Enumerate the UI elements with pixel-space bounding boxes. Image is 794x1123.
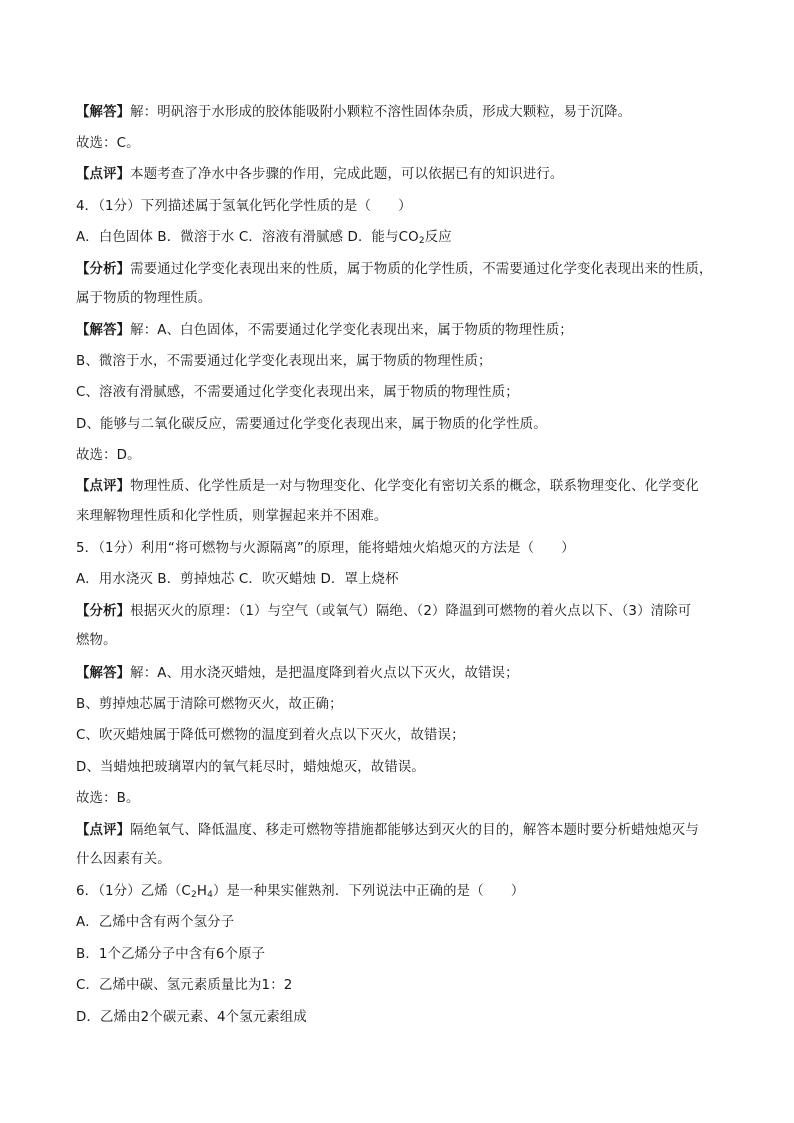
q3-comment-text: 本题考查了净水中各步骤的作用，完成此题，可以依据已有的知识进行。 <box>130 167 564 182</box>
q4-analysis-text1: 需要通过化学变化表现出来的性质，属于物质的化学性质，不需要通过化学变化表现出来的性质， <box>130 262 713 277</box>
q4-comment-text1: 物理性质、化学性质是一对与物理变化、化学变化有密切关系的概念，联系物理变化、化学变化 <box>130 479 699 494</box>
q6-question-sub2: 4 <box>207 890 213 900</box>
q3-answer-text: 解：明矾溶于水形成的胶体能吸附小颗粒不溶性固体杂质，形成大颗粒，易于沉降。 <box>130 105 632 120</box>
q4-comment-line2: 来理解物理性质和化学性质，则掌握起来并不困难。 <box>76 509 388 524</box>
q5-answer-a: 解：A、用水浇灭蜡烛，是把温度降到着火点以下灭火，故错误； <box>130 666 519 681</box>
q3-answer-tag: 【解答】 <box>76 105 131 120</box>
q6-question-sub1: 2 <box>190 890 197 900</box>
q3-answer-line <box>76 104 726 122</box>
q4-options-post: 反应 <box>424 230 452 245</box>
q6-question-mid: H <box>196 884 208 899</box>
q4-analysis-tag: 【分析】 <box>76 262 131 277</box>
q4-question: 4．（1分）下列描述属于氢氧化钙化学性质的是（ ） <box>76 199 412 214</box>
q4-answer-b: B、微溶于水，不需要通过化学变化表现出来，属于物质的物理性质； <box>76 354 492 369</box>
q6-option-b: B．1个乙烯分子中含有6个原子 <box>76 947 266 962</box>
q5-comment-text1: 隔绝氧气、降低温度、移走可燃物等措施都能够达到灭火的目的，解答本题时要分析蜡烛熄灭与 <box>130 823 699 838</box>
q5-analysis-line2: 燃物。 <box>76 633 117 648</box>
q5-answer-tag: 【解答】 <box>76 666 131 681</box>
q4-answer-tag: 【解答】 <box>76 323 131 338</box>
q4-analysis-line1 <box>76 261 726 279</box>
q5-options: A．用水浇灭 B．剪掉烛芯 C．吹灭蜡烛 D．罩上烧杯 <box>76 572 399 587</box>
q4-comment-tag: 【点评】 <box>76 479 131 494</box>
q4-options-sub: 2 <box>418 236 425 246</box>
q4-answer-line-a <box>76 322 726 340</box>
q6-question-post: ）是一种果实催熟剂．下列说法中正确的是（ ） <box>212 884 525 899</box>
q5-answer-c: C、吹灭蜡烛属于降低可燃物的温度到着火点以下灭火，故错误； <box>76 728 465 743</box>
q4-answer-a: 解：A、白色固体，不需要通过化学变化表现出来，属于物质的物理性质； <box>130 323 573 338</box>
q4-answer-c: C、溶液有滑腻感，不需要通过化学变化表现出来，属于物质的物理性质； <box>76 385 519 400</box>
q4-choice: 故选：D。 <box>76 448 141 463</box>
q5-answer-b: B、剪掉烛芯属于清除可燃物灭火，故正确； <box>76 697 343 712</box>
q5-choice: 故选：B。 <box>76 791 140 806</box>
q5-comment-line2: 什么因素有关。 <box>76 852 171 867</box>
q6-option-d: D．乙烯由2个碳元素、4个氢元素组成 <box>76 1010 307 1025</box>
q5-comment-tag: 【点评】 <box>76 823 131 838</box>
q3-choice: 故选：C。 <box>76 136 140 151</box>
q4-answer-d: D、能够与二氧化碳反应，需要通过化学变化表现出来，属于物质的化学性质。 <box>76 417 547 432</box>
q4-options <box>76 229 726 247</box>
q3-comment-line <box>76 166 726 184</box>
q6-option-c: C．乙烯中碳、氢元素质量比为1：2 <box>76 978 293 993</box>
q5-analysis-line1 <box>76 603 726 621</box>
q5-answer-d: D、当蜡烛把玻璃罩内的氧气耗尽时，蜡烛熄灭，故错误。 <box>76 760 425 775</box>
q6-question <box>76 883 726 901</box>
q5-analysis-text1: 根据灭火的原理：（1）与空气（或氧气）隔绝、（2）降温到可燃物的着火点以下、（3）清除可 <box>130 604 692 619</box>
q3-comment-tag: 【点评】 <box>76 167 131 182</box>
q6-question-pre: 6．（1分）乙烯（C <box>76 884 191 899</box>
q5-analysis-tag: 【分析】 <box>76 604 131 619</box>
q5-answer-line-a <box>76 665 726 683</box>
q4-comment-line1 <box>76 478 726 496</box>
q4-analysis-line2: 属于物质的物理性质。 <box>76 291 212 306</box>
q4-options-pre: A．白色固体 B．微溶于水 C．溶液有滑腻感 D．能与CO <box>76 230 419 245</box>
q5-comment-line1 <box>76 822 726 840</box>
q5-question: 5．（1分）利用“将可燃物与火源隔离”的原理，能将蜡烛火焰熄灭的方法是（ ） <box>76 541 575 556</box>
q6-option-a: A．乙烯中含有两个氢分子 <box>76 915 235 930</box>
